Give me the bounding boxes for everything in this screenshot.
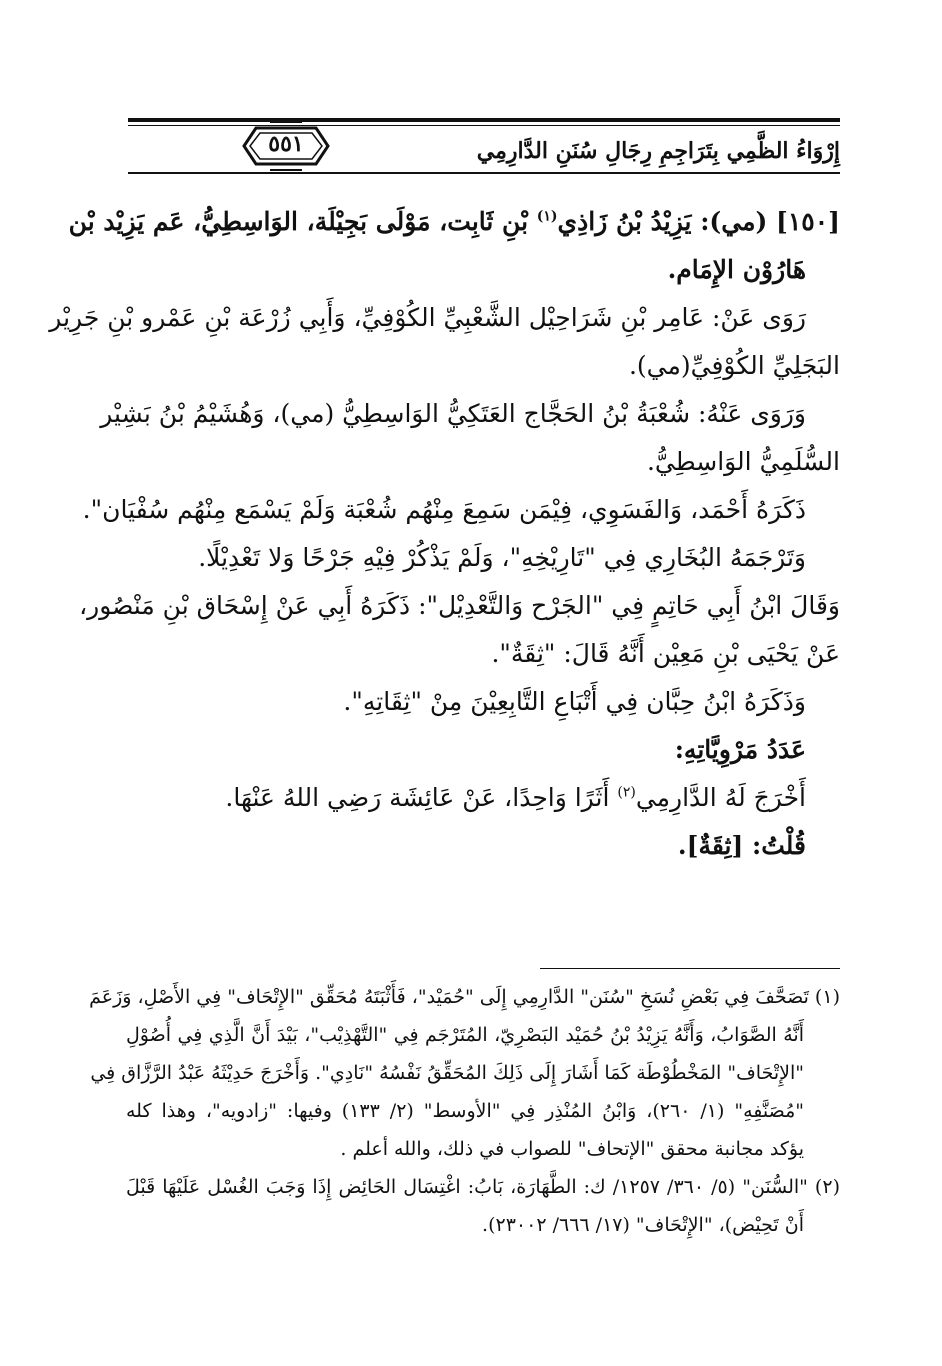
body-line: ذَكَرَهُ أَحْمَد، وَالفَسَوِي، فِيْمَن سَمِعَ مِنْهُم شُعْبَة وَلَمْ يَسْمَع مِنْهُم سُفْيَان".: [82, 495, 806, 524]
page-number-frame: [240, 120, 332, 172]
footnote-line: (٢) "السُّنَن" (٥/ ٣٦٠/ ١٢٥٧/ ك: الطَّهَارَة، بَابُ: اغْتِسَال الحَائِض إِذَا وَجَبَ الغُسْل عَلَيْهَا قَبْلَ: [126, 1176, 840, 1198]
footnote-ref-2[interactable]: (٢): [617, 784, 636, 801]
footnote-line: أَنْ تَحِيْض)، "الإِتْحَاف" (١٧/ ٦٦٦/ ٢٣٠٠٢).: [482, 1214, 804, 1236]
footnotes: [89, 978, 840, 1244]
entry-heading-cont: بْنِ ثَابِت، مَوْلَى بَجِيْلَة، الوَاسِطِيُّ، عَم يَزِيْد بْن: [68, 207, 537, 236]
body-line: السُّلَمِيُّ الوَاسِطِيُّ.: [646, 447, 840, 476]
body-line-cont: أَثَرًا وَاحِدًا، عَنْ عَائِشَة رَضِي اللهُ عَنْهَا.: [225, 783, 618, 812]
body-line: وَرَوَى عَنْهُ: شُعْبَةُ بْنُ الحَجَّاج العَتَكِيُّ الوَاسِطِيُّ (مي)، وَهُشَيْمُ بْنُ بَشِيْر: [100, 399, 806, 428]
body-line: وَتَرْجَمَهُ البُخَارِي فِي "تَارِيْخِهِ"، وَلَمْ يَذْكُرْ فِيْهِ جَرْحًا وَلا تَعْدِيْلًا.: [198, 543, 806, 572]
body-line: هَارُوْن الإِمَام.: [667, 255, 806, 284]
entry-heading-text: [١٥٠] (مي): يَزِيْدُ بْنُ زَاذِي: [557, 207, 840, 236]
header-rule-thick: [128, 118, 840, 122]
footnote-line: "الإِتْحَاف" المَخْطُوْطَة كَمَا أَشَارَ إِلَى ذَلِكَ المُحَقِّقُ نَفْسُهُ "نَادِي". وَأَخْرَجَ حَدِيْثَهُ عَبْدُ الرَّزَّاق فِي: [90, 1062, 804, 1084]
entry-heading-line: [68, 198, 840, 246]
body-line-text: أَخْرَجَ لَهُ الدَّارِمِي: [635, 783, 806, 812]
footnote-line: (١) تَصَحَّفَ فِي بَعْضِ نُسَخِ "سُنَن" الدَّارِمِي إِلَى "حُمَيْد"، فَأَثْبَتَهُ مُحَقِّق "الإِتْحَاف" فِي الأَصْلِ، وَزَعَمَ: [89, 986, 840, 1008]
body-line: رَوَى عَنْ: عَامِر بْنِ شَرَاحِيْل الشَّعْبِيِّ الكُوْفِيِّ، وَأَبِي زُرْعَة بْنِ عَمْرو بْنِ جَرِيْر: [49, 303, 806, 332]
header-rule-bottom: [128, 172, 840, 174]
entry-body: [49, 198, 840, 870]
page-number: ٥٥١: [268, 131, 304, 157]
body-line: وَذَكَرَهُ ابْنُ حِبَّان فِي أَتْبَاعِ التَّابِعِيْنَ مِنْ "ثِقَاتِهِ".: [343, 687, 806, 716]
running-title: إِرْوَاءُ الظَّمِي بِتَرَاجِمِ رِجَالِ سُنَنِ الدَّارِمِي: [476, 138, 840, 164]
body-line: البَجَلِيِّ الكُوْفِيِّ(مي).: [628, 351, 840, 380]
footnote-separator: [540, 968, 840, 969]
body-line: عَنْ يَحْيَى بْنِ مَعِيْن أَنَّهُ قَالَ: "ثِقَةٌ".: [491, 639, 840, 668]
footnote-line: أَنَّهُ الصَّوَابُ، وَأَنَّهُ يَزِيْدُ بْنُ حُمَيْد البَصْرِيّ، المُتَرْجَم فِي "التَّهْذِيْب"، بَيْدَ أَنَّ الَّذِي فِي أُصُوْلِ: [126, 1024, 804, 1046]
footnote-line: يؤكد مجانبة محقق "الإتحاف" للصواب في ذلك، والله أعلم .: [340, 1138, 804, 1160]
header-rule-thin: [128, 125, 840, 126]
body-line: وَقَالَ ابْنُ أَبِي حَاتِمٍ فِي "الجَرْح وَالتَّعْدِيْل": ذَكَرَهُ أَبِي عَنْ إِسْحَاق بْنِ مَنْصُور،: [79, 591, 840, 620]
section-heading: عَدَدُ مَرْوِيَّاتِهِ:: [674, 735, 806, 764]
body-line: [126, 774, 840, 822]
footnote-ref-1[interactable]: (١): [536, 208, 558, 225]
footnote-line: "مُصَنَّفِهِ" (١/ ٢٦٠)، وَابْنُ المُنْذِر فِي "الأوسط" (٢/ ١٣٣) وفيها: "زادويه"، وهذا كله: [126, 1100, 804, 1122]
verdict-line: قُلْتُ: [ثِقَةٌ].: [677, 831, 806, 860]
